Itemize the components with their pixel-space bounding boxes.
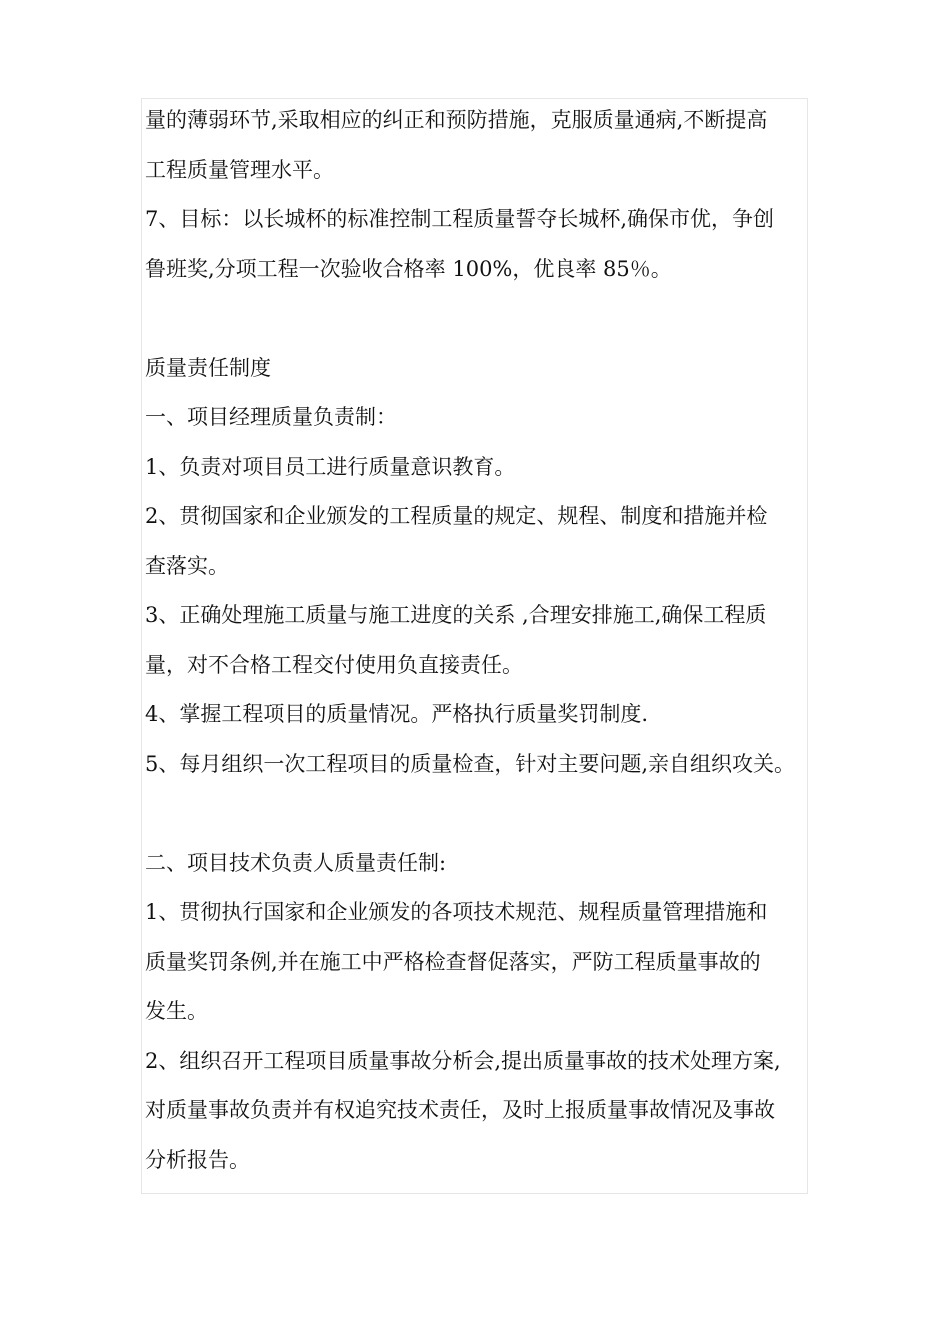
text-line: 查落实。 — [145, 553, 229, 578]
list-item — [145, 443, 810, 493]
text-line: 3、正确处理施工质量与施工进度的关系 ,合理安排施工,确保工程质 — [145, 603, 767, 627]
text-line: 5、每月组织一次工程项目的质量检查，针对主要问题,亲自组织攻关。 — [145, 751, 796, 776]
text-line: 鲁班奖,分项工程一次验收合格率 100%，优良率 85％。 — [145, 256, 672, 281]
text-line: 2、组织召开工程项目质量事故分析会,提出质量事故的技术处理方案, — [145, 1048, 781, 1073]
list-item — [145, 740, 810, 790]
text-line: 工程质量管理水平。 — [145, 157, 334, 182]
section-two — [145, 839, 810, 1186]
text-line: 2、贯彻国家和企业颁发的工程质量的规定、规程、制度和措施并检 — [145, 504, 768, 528]
section-heading: 二、项目技术负责人质量责任制: — [145, 850, 447, 875]
text-line: 量的薄弱环节,采取相应的纠正和预防措施，克服质量通病,不断提高 — [145, 108, 768, 132]
list-item — [145, 591, 810, 690]
list-item — [145, 690, 810, 740]
text-line: 7、目标：以长城杯的标准控制工程质量誓夺长城杯,确保市优，争创 — [145, 207, 775, 231]
section-heading: 一、项目经理质量负责制： — [145, 405, 397, 429]
text-line: 分析报告。 — [145, 1147, 250, 1172]
section-title: 质量责任制度 — [145, 355, 271, 380]
text-line: 1、负责对项目员工进行质量意识教育。 — [145, 454, 516, 479]
text-line: 质量奖罚条例,并在施工中严格检查督促落实，严防工程质量事故的 — [145, 949, 761, 974]
text-line: 1、贯彻执行国家和企业颁发的各项技术规范、规程质量管理措施和 — [145, 900, 768, 924]
goal-paragraph — [145, 195, 810, 294]
text-line: 4、掌握工程项目的质量情况。严格执行质量奖罚制度. — [145, 702, 649, 726]
text-line: 对质量事故负责并有权追究技术责任，及时上报质量事故情况及事故 — [145, 1098, 775, 1122]
list-item — [145, 888, 810, 1037]
document-body — [145, 96, 810, 1185]
text-line: 量，对不合格工程交付使用负直接责任。 — [145, 652, 523, 677]
list-item — [145, 492, 810, 591]
intro-paragraph — [145, 96, 810, 195]
text-line: 发生。 — [145, 999, 208, 1023]
list-item — [145, 1037, 810, 1186]
spacer — [145, 789, 810, 839]
section-one — [145, 393, 810, 789]
spacer — [145, 294, 810, 344]
